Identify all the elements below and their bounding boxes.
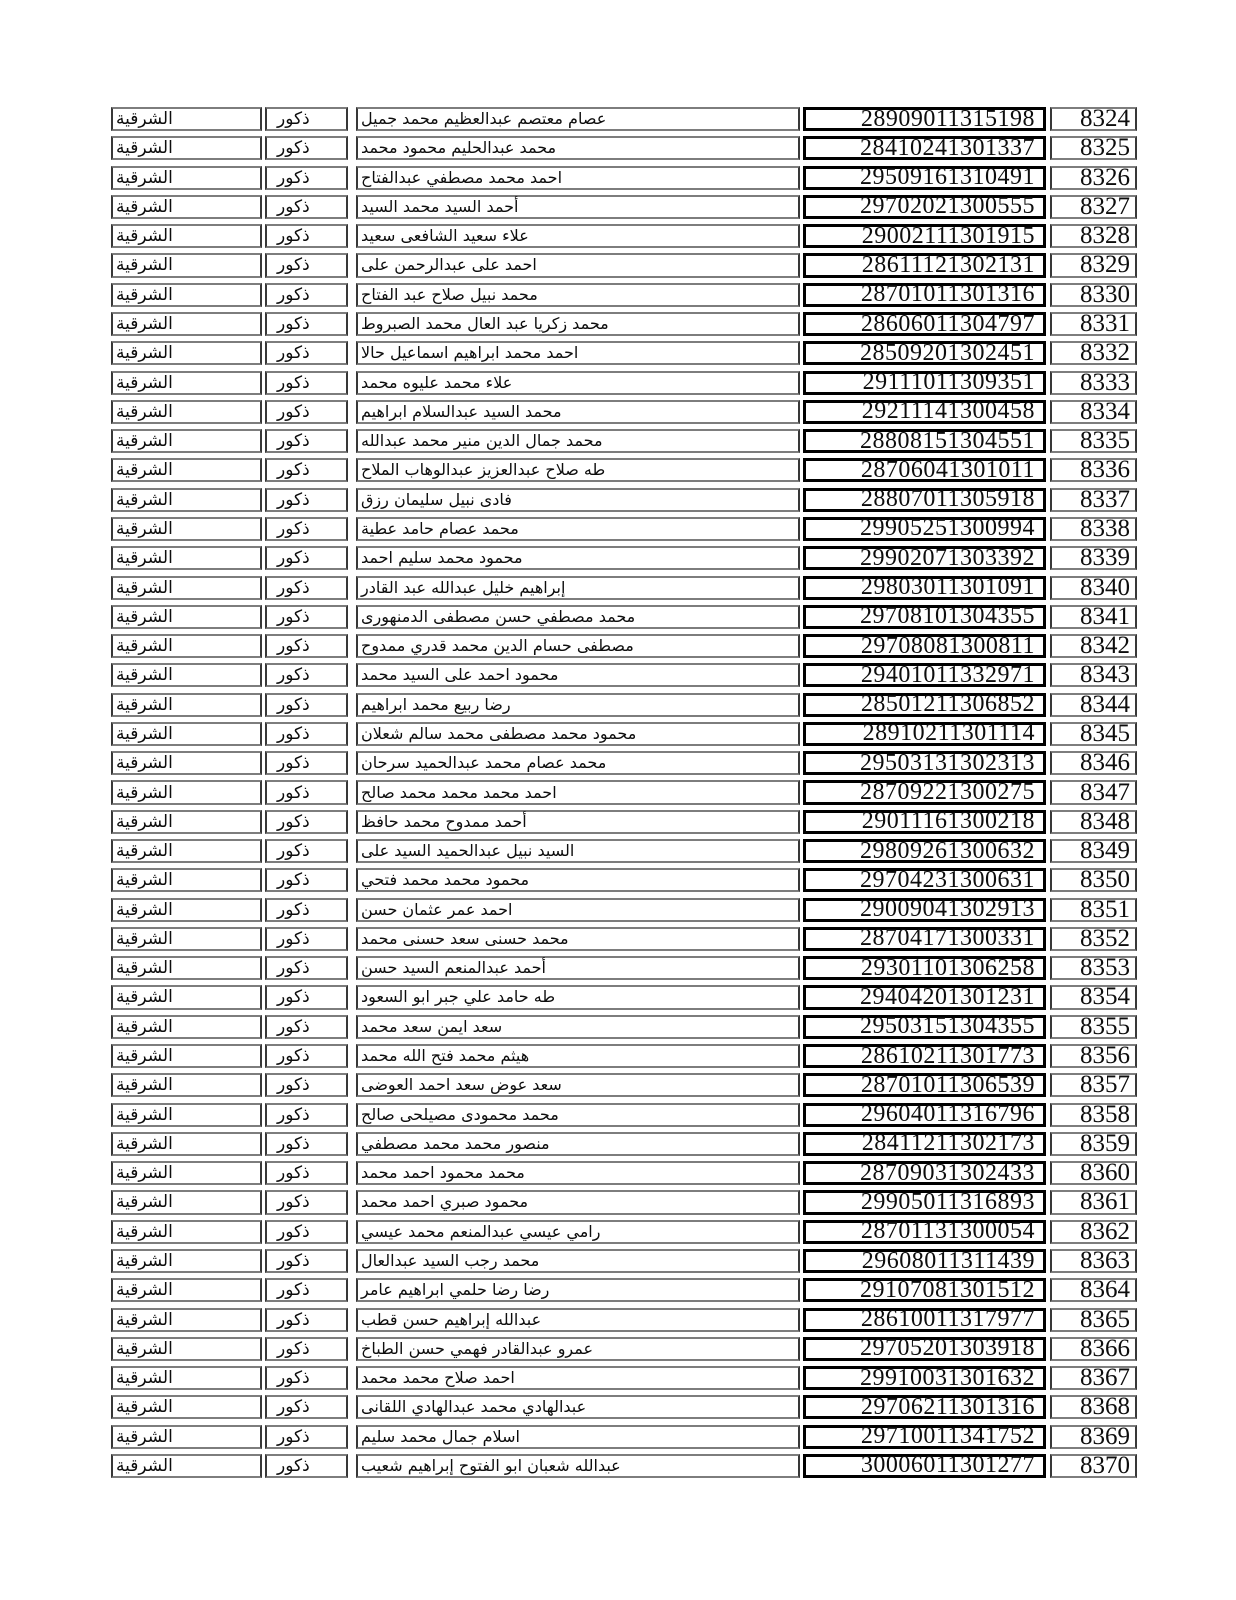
- serial-cell: 8327: [1050, 195, 1137, 219]
- national-id-cell: 28501211306852: [803, 693, 1046, 717]
- gender-cell: ذكور: [265, 634, 348, 658]
- table-row: [111, 1395, 1137, 1419]
- national-id-cell: 28706041301011: [803, 458, 1046, 482]
- region-cell: الشرقية: [111, 693, 262, 717]
- national-id-cell: 28709031302433: [803, 1161, 1046, 1185]
- name-cell: محمود محمد محمد فتحي: [356, 868, 800, 892]
- gender-cell: ذكور: [265, 927, 348, 951]
- national-id-cell: 29011161300218: [803, 810, 1046, 834]
- region-cell: الشرقية: [111, 1249, 262, 1273]
- region-cell: الشرقية: [111, 810, 262, 834]
- region-cell: الشرقية: [111, 898, 262, 922]
- name-cell: أحمد ممدوح محمد حافظ: [356, 810, 800, 834]
- table-row: [111, 751, 1137, 775]
- serial-cell: 8350: [1050, 868, 1137, 892]
- national-id-cell: 29503131302313: [803, 751, 1046, 775]
- national-id-cell: 28910211301114: [803, 722, 1046, 746]
- table-row: [111, 602, 1137, 630]
- serial-cell: 8362: [1050, 1220, 1137, 1244]
- table-row: [111, 485, 1137, 513]
- table-row: [111, 136, 1137, 160]
- national-id-cell: 28909011315198: [803, 107, 1046, 131]
- table-row: [111, 224, 1137, 248]
- name-cell: عمرو عبدالقادر فهمي حسن الطباخ: [356, 1337, 800, 1361]
- table-row: [111, 546, 1137, 570]
- serial-cell: 8328: [1050, 224, 1137, 248]
- national-id-cell: 29708081300811: [803, 634, 1046, 658]
- gender-cell: ذكور: [265, 956, 348, 980]
- national-id-cell: 29002111301915: [803, 224, 1046, 248]
- gender-cell: ذكور: [265, 107, 348, 131]
- region-cell: الشرقية: [111, 253, 262, 277]
- gender-cell: ذكور: [265, 1249, 348, 1273]
- serial-cell: 8333: [1050, 371, 1137, 395]
- serial-cell: 8330: [1050, 283, 1137, 307]
- name-cell: طه صلاح عبدالعزيز عبدالوهاب الملاح: [356, 458, 800, 482]
- region-cell: الشرقية: [111, 1015, 262, 1039]
- region-cell: الشرقية: [111, 1220, 262, 1244]
- table-row: [111, 690, 1137, 718]
- serial-cell: 8365: [1050, 1308, 1137, 1332]
- national-id-cell: 29705201303918: [803, 1337, 1046, 1361]
- serial-cell: 8326: [1050, 166, 1137, 190]
- national-id-cell: 29404201301231: [803, 985, 1046, 1009]
- gender-cell: ذكور: [265, 839, 348, 863]
- name-cell: رامي عيسي عبدالمنعم محمد عيسي: [356, 1220, 800, 1244]
- gender-cell: ذكور: [265, 1015, 348, 1039]
- table-row: [111, 1161, 1137, 1185]
- gender-cell: ذكور: [265, 576, 348, 600]
- serial-cell: 8325: [1050, 136, 1137, 160]
- national-id-cell: 29704231300631: [803, 868, 1046, 892]
- serial-cell: 8367: [1050, 1366, 1137, 1390]
- gender-cell: ذكور: [265, 283, 348, 307]
- region-cell: الشرقية: [111, 517, 262, 541]
- region-cell: الشرقية: [111, 546, 262, 570]
- serial-cell: 8339: [1050, 546, 1137, 570]
- region-cell: الشرقية: [111, 371, 262, 395]
- table-row: [111, 956, 1137, 980]
- gender-cell: ذكور: [265, 780, 348, 804]
- gender-cell: ذكور: [265, 546, 348, 570]
- serial-cell: 8346: [1050, 751, 1137, 775]
- serial-cell: 8347: [1050, 780, 1137, 804]
- table-row: [111, 1278, 1137, 1302]
- national-id-cell: 29910031301632: [803, 1366, 1046, 1390]
- table-row: [111, 924, 1137, 952]
- serial-cell: 8340: [1050, 576, 1137, 600]
- table-row: [111, 780, 1137, 804]
- table-row: [111, 1129, 1137, 1157]
- gender-cell: ذكور: [265, 868, 348, 892]
- name-cell: سعد ايمن سعد محمد: [356, 1015, 800, 1039]
- national-id-cell: 28701131300054: [803, 1220, 1046, 1244]
- name-cell: عبدالهادي محمد عبدالهادي اللقانى: [356, 1395, 800, 1419]
- region-cell: الشرقية: [111, 283, 262, 307]
- table-row: [111, 107, 1137, 131]
- name-cell: محمود محمد مصطفى محمد سالم شعلان: [356, 722, 800, 746]
- gender-cell: ذكور: [265, 1073, 348, 1097]
- name-cell: محمد محمودى مصيلحى صالح: [356, 1103, 800, 1127]
- serial-cell: 8345: [1050, 722, 1137, 746]
- name-cell: احمد عمر عثمان حسن: [356, 898, 800, 922]
- national-id-cell: 28509201302451: [803, 341, 1046, 365]
- name-cell: السيد نبيل عبدالحميد السيد على: [356, 839, 800, 863]
- gender-cell: ذكور: [265, 1161, 348, 1185]
- name-cell: إبراهيم خليل عبدالله عبد القادر: [356, 576, 800, 600]
- gender-cell: ذكور: [265, 663, 348, 687]
- region-cell: الشرقية: [111, 224, 262, 248]
- region-cell: الشرقية: [111, 341, 262, 365]
- table-row: [111, 514, 1137, 542]
- region-cell: الشرقية: [111, 663, 262, 687]
- national-id-cell: 28611121302131: [803, 253, 1046, 277]
- serial-cell: 8343: [1050, 663, 1137, 687]
- name-cell: احمد صلاح محمد محمد: [356, 1366, 800, 1390]
- region-cell: الشرقية: [111, 1278, 262, 1302]
- national-id-cell: 28411211302173: [803, 1132, 1046, 1156]
- region-cell: الشرقية: [111, 1454, 262, 1478]
- name-cell: محمد زكريا عبد العال محمد الصبروط: [356, 312, 800, 336]
- national-id-cell: 29301101306258: [803, 956, 1046, 980]
- serial-cell: 8366: [1050, 1337, 1137, 1361]
- gender-cell: ذكور: [265, 1103, 348, 1127]
- region-cell: الشرقية: [111, 634, 262, 658]
- table-row: [111, 573, 1137, 601]
- table-row: [111, 1044, 1137, 1068]
- table-row: [111, 429, 1137, 453]
- table-row: [111, 1217, 1137, 1245]
- serial-cell: 8349: [1050, 839, 1137, 863]
- national-id-cell: 28701011301316: [803, 283, 1046, 307]
- table-row: [111, 1451, 1137, 1479]
- table-row: [111, 634, 1137, 658]
- voters-list-table: [111, 107, 1137, 1483]
- national-id-cell: 29902071303392: [803, 546, 1046, 570]
- serial-cell: 8352: [1050, 927, 1137, 951]
- national-id-cell: 29702021300555: [803, 195, 1046, 219]
- region-cell: الشرقية: [111, 488, 262, 512]
- national-id-cell: 28410241301337: [803, 136, 1046, 160]
- region-cell: الشرقية: [111, 1395, 262, 1419]
- region-cell: الشرقية: [111, 985, 262, 1009]
- region-cell: الشرقية: [111, 1190, 262, 1214]
- table-row: [111, 163, 1137, 191]
- name-cell: مصطفى حسام الدين محمد قدري ممدوح: [356, 634, 800, 658]
- national-id-cell: 28704171300331: [803, 927, 1046, 951]
- name-cell: محمد حسنى سعد حسنى محمد: [356, 927, 800, 951]
- gender-cell: ذكور: [265, 1278, 348, 1302]
- serial-cell: 8353: [1050, 956, 1137, 980]
- name-cell: علاء محمد عليوه محمد: [356, 371, 800, 395]
- serial-cell: 8331: [1050, 312, 1137, 336]
- name-cell: عبدالله شعبان ابو الفتوح إبراهيم شعيب: [356, 1454, 800, 1478]
- serial-cell: 8324: [1050, 107, 1137, 131]
- region-cell: الشرقية: [111, 312, 262, 336]
- serial-cell: 8356: [1050, 1044, 1137, 1068]
- gender-cell: ذكور: [265, 722, 348, 746]
- national-id-cell: 29503151304355: [803, 1015, 1046, 1039]
- national-id-cell: 29211141300458: [803, 400, 1046, 424]
- national-id-cell: 28606011304797: [803, 312, 1046, 336]
- name-cell: رضا رضا حلمي ابراهيم عامر: [356, 1278, 800, 1302]
- gender-cell: ذكور: [265, 166, 348, 190]
- table-row: [111, 719, 1137, 747]
- serial-cell: 8359: [1050, 1132, 1137, 1156]
- national-id-cell: 29708101304355: [803, 605, 1046, 629]
- region-cell: الشرقية: [111, 751, 262, 775]
- region-cell: الشرقية: [111, 1337, 262, 1361]
- national-id-cell: 28709221300275: [803, 780, 1046, 804]
- name-cell: محمد عصام محمد عبدالحميد سرحان: [356, 751, 800, 775]
- national-id-cell: 28610211301773: [803, 1044, 1046, 1068]
- serial-cell: 8344: [1050, 693, 1137, 717]
- name-cell: عبدالله إبراهيم حسن قطب: [356, 1308, 800, 1332]
- table-row: [111, 312, 1137, 336]
- national-id-cell: 28807011305918: [803, 488, 1046, 512]
- name-cell: محمد السيد عبدالسلام ابراهيم: [356, 400, 800, 424]
- name-cell: أحمد السيد محمد السيد: [356, 195, 800, 219]
- table-row: [111, 1305, 1137, 1333]
- region-cell: الشرقية: [111, 576, 262, 600]
- name-cell: محمد نبيل صلاح عبد الفتاح: [356, 283, 800, 307]
- serial-cell: 8332: [1050, 341, 1137, 365]
- name-cell: عصام معتصم عبدالعظيم محمد جميل: [356, 107, 800, 131]
- serial-cell: 8335: [1050, 429, 1137, 453]
- national-id-cell: 29803011301091: [803, 576, 1046, 600]
- region-cell: الشرقية: [111, 136, 262, 160]
- region-cell: الشرقية: [111, 839, 262, 863]
- name-cell: محمد جمال الدين منير محمد عبدالله: [356, 429, 800, 453]
- gender-cell: ذكور: [265, 1044, 348, 1068]
- region-cell: الشرقية: [111, 780, 262, 804]
- table-row: [111, 1012, 1137, 1040]
- table-row: [111, 192, 1137, 220]
- table-row: [111, 253, 1137, 277]
- serial-cell: 8370: [1050, 1454, 1137, 1478]
- national-id-cell: 29111011309351: [803, 371, 1046, 395]
- region-cell: الشرقية: [111, 1103, 262, 1127]
- gender-cell: ذكور: [265, 985, 348, 1009]
- name-cell: رضا ربيع محمد ابراهيم: [356, 693, 800, 717]
- table-row: [111, 663, 1137, 687]
- table-row: [111, 341, 1137, 365]
- serial-cell: 8364: [1050, 1278, 1137, 1302]
- serial-cell: 8338: [1050, 517, 1137, 541]
- serial-cell: 8351: [1050, 898, 1137, 922]
- serial-cell: 8354: [1050, 985, 1137, 1009]
- gender-cell: ذكور: [265, 224, 348, 248]
- name-cell: احمد محمد ابراهيم اسماعيل حالا: [356, 341, 800, 365]
- table-row: [111, 1190, 1137, 1214]
- serial-cell: 8361: [1050, 1190, 1137, 1214]
- name-cell: احمد محمد مصطفي عبدالفتاح: [356, 166, 800, 190]
- gender-cell: ذكور: [265, 488, 348, 512]
- table-row: [111, 397, 1137, 425]
- region-cell: الشرقية: [111, 722, 262, 746]
- serial-cell: 8358: [1050, 1103, 1137, 1127]
- gender-cell: ذكور: [265, 1308, 348, 1332]
- national-id-cell: 29710011341752: [803, 1425, 1046, 1449]
- serial-cell: 8342: [1050, 634, 1137, 658]
- gender-cell: ذكور: [265, 693, 348, 717]
- gender-cell: ذكور: [265, 1220, 348, 1244]
- name-cell: محمود محمد سليم احمد: [356, 546, 800, 570]
- national-id-cell: 28808151304551: [803, 429, 1046, 453]
- national-id-cell: 29905011316893: [803, 1190, 1046, 1214]
- national-id-cell: 28701011306539: [803, 1073, 1046, 1097]
- name-cell: محمد محمود احمد محمد: [356, 1161, 800, 1185]
- table-row: [111, 368, 1137, 396]
- name-cell: أحمد عبدالمنعم السيد حسن: [356, 956, 800, 980]
- serial-cell: 8337: [1050, 488, 1137, 512]
- name-cell: محمود صبري احمد محمد: [356, 1190, 800, 1214]
- serial-cell: 8336: [1050, 458, 1137, 482]
- gender-cell: ذكور: [265, 458, 348, 482]
- national-id-cell: 29107081301512: [803, 1278, 1046, 1302]
- serial-cell: 8369: [1050, 1425, 1137, 1449]
- region-cell: الشرقية: [111, 1044, 262, 1068]
- gender-cell: ذكور: [265, 1454, 348, 1478]
- region-cell: الشرقية: [111, 1366, 262, 1390]
- gender-cell: ذكور: [265, 605, 348, 629]
- name-cell: احمد على عبدالرحمن على: [356, 253, 800, 277]
- region-cell: الشرقية: [111, 195, 262, 219]
- national-id-cell: 29509161310491: [803, 166, 1046, 190]
- national-id-cell: 28610011317977: [803, 1308, 1046, 1332]
- gender-cell: ذكور: [265, 312, 348, 336]
- gender-cell: ذكور: [265, 371, 348, 395]
- gender-cell: ذكور: [265, 1366, 348, 1390]
- gender-cell: ذكور: [265, 1425, 348, 1449]
- serial-cell: 8360: [1050, 1161, 1137, 1185]
- name-cell: اسلام جمال محمد سليم: [356, 1425, 800, 1449]
- table-row: [111, 458, 1137, 482]
- region-cell: الشرقية: [111, 1425, 262, 1449]
- region-cell: الشرقية: [111, 868, 262, 892]
- name-cell: محمد عبدالحليم محمود محمد: [356, 136, 800, 160]
- national-id-cell: 29009041302913: [803, 898, 1046, 922]
- gender-cell: ذكور: [265, 751, 348, 775]
- serial-cell: 8368: [1050, 1395, 1137, 1419]
- region-cell: الشرقية: [111, 166, 262, 190]
- region-cell: الشرقية: [111, 107, 262, 131]
- region-cell: الشرقية: [111, 605, 262, 629]
- table-row: [111, 895, 1137, 923]
- table-row: [111, 1334, 1137, 1362]
- national-id-cell: 29706211301316: [803, 1395, 1046, 1419]
- region-cell: الشرقية: [111, 956, 262, 980]
- gender-cell: ذكور: [265, 400, 348, 424]
- region-cell: الشرقية: [111, 458, 262, 482]
- national-id-cell: 29905251300994: [803, 517, 1046, 541]
- gender-cell: ذكور: [265, 810, 348, 834]
- national-id-cell: 29604011316796: [803, 1103, 1046, 1127]
- serial-cell: 8341: [1050, 605, 1137, 629]
- name-cell: سعد عوض سعد احمد العوضى: [356, 1073, 800, 1097]
- gender-cell: ذكور: [265, 253, 348, 277]
- region-cell: الشرقية: [111, 927, 262, 951]
- table-row: [111, 985, 1137, 1009]
- national-id-cell: 30006011301277: [803, 1454, 1046, 1478]
- name-cell: محمود احمد على السيد محمد: [356, 663, 800, 687]
- serial-cell: 8363: [1050, 1249, 1137, 1273]
- region-cell: الشرقية: [111, 400, 262, 424]
- table-row: [111, 1422, 1137, 1450]
- name-cell: احمد محمد محمد محمد صالح: [356, 780, 800, 804]
- gender-cell: ذكور: [265, 1395, 348, 1419]
- national-id-cell: 29809261300632: [803, 839, 1046, 863]
- table-row: [111, 1366, 1137, 1390]
- gender-cell: ذكور: [265, 517, 348, 541]
- gender-cell: ذكور: [265, 1190, 348, 1214]
- serial-cell: 8348: [1050, 810, 1137, 834]
- table-row: [111, 839, 1137, 863]
- national-id-cell: 29608011311439: [803, 1249, 1046, 1273]
- serial-cell: 8357: [1050, 1073, 1137, 1097]
- gender-cell: ذكور: [265, 195, 348, 219]
- gender-cell: ذكور: [265, 429, 348, 453]
- name-cell: طه حامد علي جبر ابو السعود: [356, 985, 800, 1009]
- region-cell: الشرقية: [111, 1073, 262, 1097]
- name-cell: محمد عصام حامد عطية: [356, 517, 800, 541]
- serial-cell: 8329: [1050, 253, 1137, 277]
- table-row: [111, 1073, 1137, 1097]
- region-cell: الشرقية: [111, 1132, 262, 1156]
- serial-cell: 8334: [1050, 400, 1137, 424]
- gender-cell: ذكور: [265, 136, 348, 160]
- name-cell: علاء سعيد الشافعى سعيد: [356, 224, 800, 248]
- gender-cell: ذكور: [265, 341, 348, 365]
- serial-cell: 8355: [1050, 1015, 1137, 1039]
- region-cell: الشرقية: [111, 429, 262, 453]
- name-cell: فادى نبيل سليمان رزق: [356, 488, 800, 512]
- table-row: [111, 1100, 1137, 1128]
- table-row: [111, 868, 1137, 892]
- region-cell: الشرقية: [111, 1308, 262, 1332]
- table-row: [111, 1249, 1137, 1273]
- name-cell: هيثم محمد فتح الله محمد: [356, 1044, 800, 1068]
- gender-cell: ذكور: [265, 1337, 348, 1361]
- name-cell: محمد رجب السيد عبدالعال: [356, 1249, 800, 1273]
- gender-cell: ذكور: [265, 898, 348, 922]
- gender-cell: ذكور: [265, 1132, 348, 1156]
- table-row: [111, 807, 1137, 835]
- name-cell: محمد مصطفي حسن مصطفى الدمنهورى: [356, 605, 800, 629]
- table-row: [111, 280, 1137, 308]
- name-cell: منصور محمد محمد مصطفي: [356, 1132, 800, 1156]
- region-cell: الشرقية: [111, 1161, 262, 1185]
- national-id-cell: 29401011332971: [803, 663, 1046, 687]
